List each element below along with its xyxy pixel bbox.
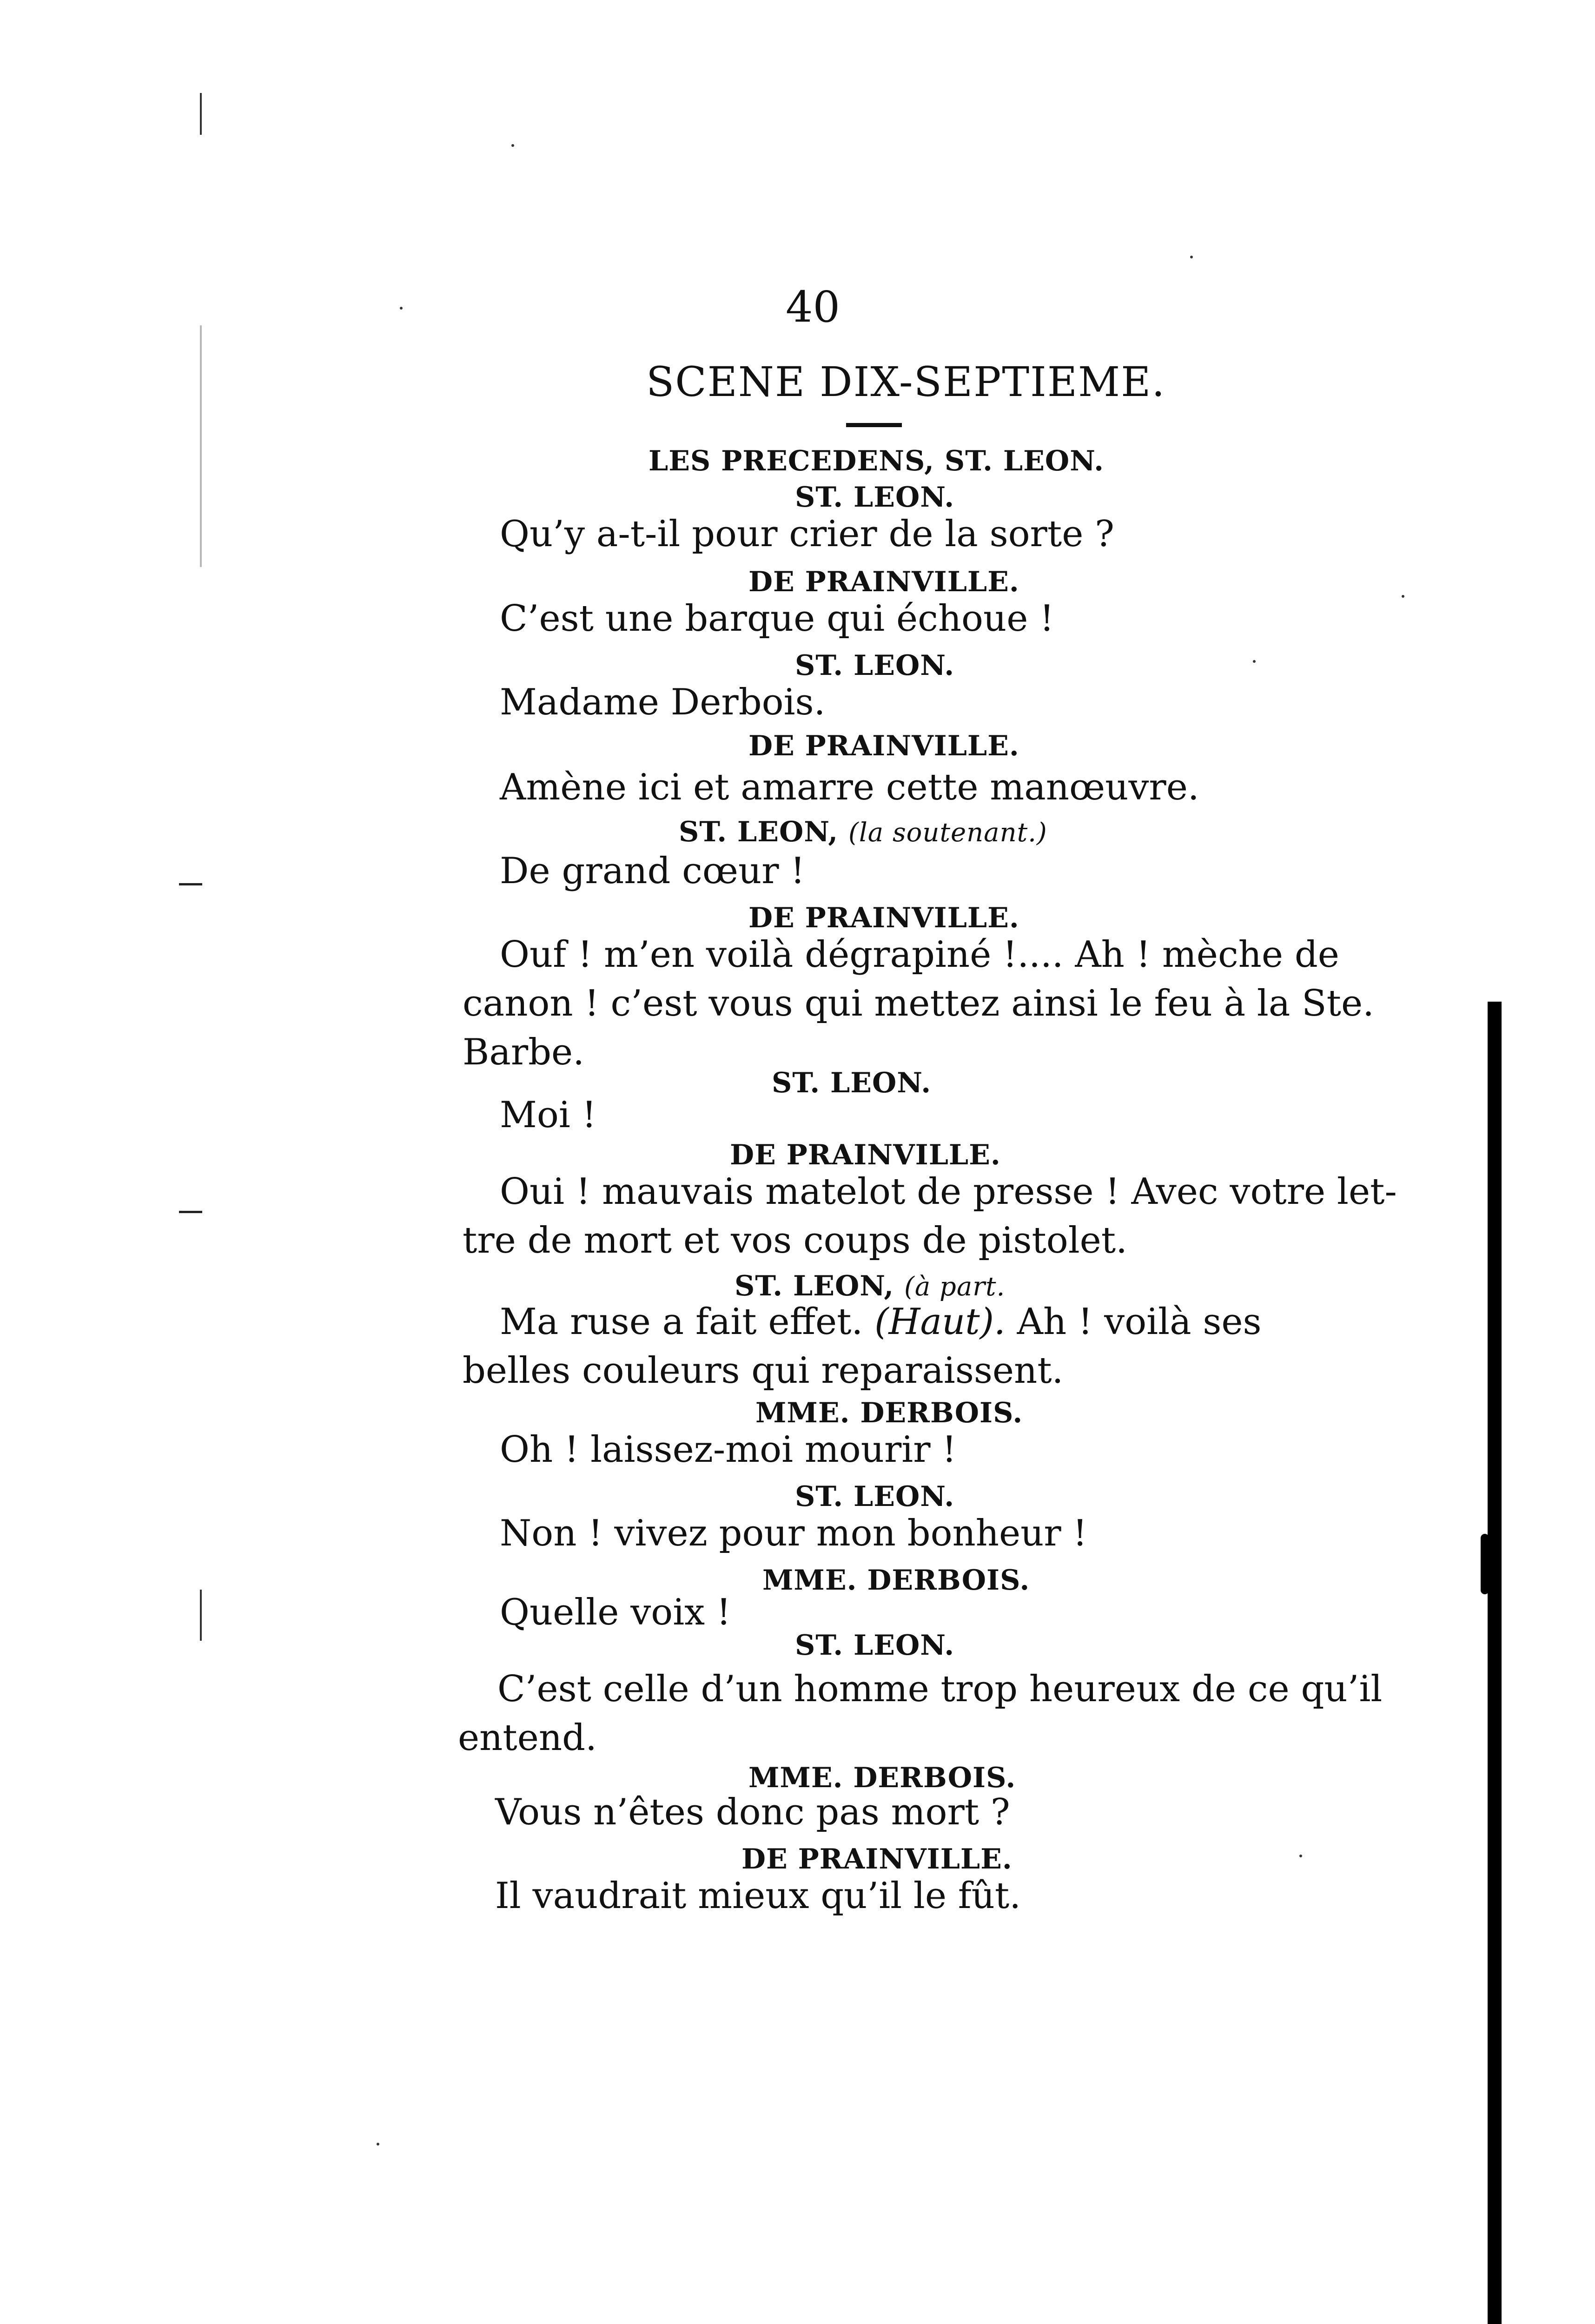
edge-mark — [200, 1590, 202, 1641]
speaker-line-6 — [679, 818, 1047, 846]
speaker-line-12: ST. LEON. — [795, 1480, 955, 1513]
speaker-line-14: ST. LEON. — [795, 1629, 955, 1662]
speaker-line-1: LES PRECEDENS, ST. LEON. — [649, 445, 1105, 477]
speck — [1253, 660, 1256, 663]
speaker-line-4: ST. LEON. — [795, 649, 955, 682]
speech-line-15: Non ! vivez pour mon bonheur ! — [500, 1512, 1087, 1554]
speech-line-2: C’est une barque qui échoue ! — [500, 598, 1054, 640]
speech-line-20: Il vaudrait mieux qu’il le fût. — [495, 1875, 1021, 1917]
speech-line-12 — [500, 1301, 1262, 1343]
speaker-line-13: MME. DERBOIS. — [762, 1564, 1030, 1597]
stage-direction: (à part. — [904, 1272, 1006, 1302]
speech-text: Ma ruse a fait effet. — [500, 1301, 863, 1343]
speck — [511, 144, 514, 147]
speech-line-13: belles couleurs qui reparaissent. — [463, 1350, 1064, 1392]
edge-mark — [200, 93, 202, 135]
speech-line-11: tre de mort et vos coups de pistolet. — [463, 1220, 1127, 1261]
speech-line-8: Barbe. — [463, 1031, 584, 1073]
speaker-line-10 — [735, 1272, 1005, 1300]
stage-direction: (la soutenant.) — [848, 818, 1047, 848]
speaker-line-9: DE PRAINVILLE. — [730, 1139, 1001, 1171]
stage-direction: (Haut). — [874, 1301, 1006, 1343]
speaker-line-16: DE PRAINVILLE. — [741, 1843, 1013, 1875]
dash — [179, 883, 202, 885]
margin-bar-notch — [1481, 1534, 1489, 1594]
speech-line-5: De grand cœur ! — [500, 850, 805, 892]
title-rule — [846, 423, 902, 427]
scene-title: SCENE DIX-SEPTIEME. — [646, 358, 1166, 406]
speech-line-6: Ouf ! m’en voilà dégrapiné !.... Ah ! mèche de — [500, 934, 1339, 976]
speech-line-14: Oh ! laissez-moi mourir ! — [500, 1429, 957, 1471]
speck — [400, 307, 403, 310]
speaker-line-2: ST. LEON. — [795, 481, 955, 514]
speech-line-16: Quelle voix ! — [500, 1591, 731, 1633]
dash — [179, 1211, 202, 1213]
speaker-line-11: MME. DERBOIS. — [755, 1397, 1023, 1429]
speck — [377, 2143, 379, 2146]
edge-mark — [200, 325, 202, 567]
speaker-name: ST. LEON, — [735, 1270, 894, 1302]
speech-line-19: Vous n’êtes donc pas mort ? — [495, 1791, 1010, 1833]
speck — [1402, 595, 1404, 598]
speaker-line-15: MME. DERBOIS. — [748, 1762, 1016, 1794]
speech-line-3: Madame Derbois. — [500, 681, 826, 723]
speech-line-9: Moi ! — [500, 1094, 596, 1136]
speaker-name: ST. LEON, — [679, 816, 839, 848]
speech-line-10: Oui ! mauvais matelot de presse ! Avec votre let- — [500, 1171, 1397, 1213]
speech-line-4: Amène ici et amarre cette manœuvre. — [500, 766, 1199, 808]
speaker-line-3: DE PRAINVILLE. — [748, 566, 1019, 598]
speech-line-7: canon ! c’est vous qui mettez ainsi le feu à la Ste. — [463, 983, 1374, 1024]
speech-line-17: C’est celle d’un homme trop heureux de ce qu’il — [497, 1668, 1383, 1710]
speech-line-1: Qu’y a-t-il pour crier de la sorte ? — [500, 513, 1114, 555]
speck — [1190, 256, 1193, 258]
speaker-line-5: DE PRAINVILLE. — [748, 730, 1019, 762]
speech-line-18: entend. — [458, 1717, 597, 1759]
speck — [1299, 1855, 1302, 1857]
page-number: 40 — [786, 282, 841, 332]
speaker-line-8: ST. LEON. — [772, 1067, 932, 1099]
margin-bar — [1488, 1002, 1502, 2324]
speech-text-continued: Ah ! voilà ses — [1017, 1301, 1262, 1343]
speaker-line-7: DE PRAINVILLE. — [748, 902, 1019, 934]
